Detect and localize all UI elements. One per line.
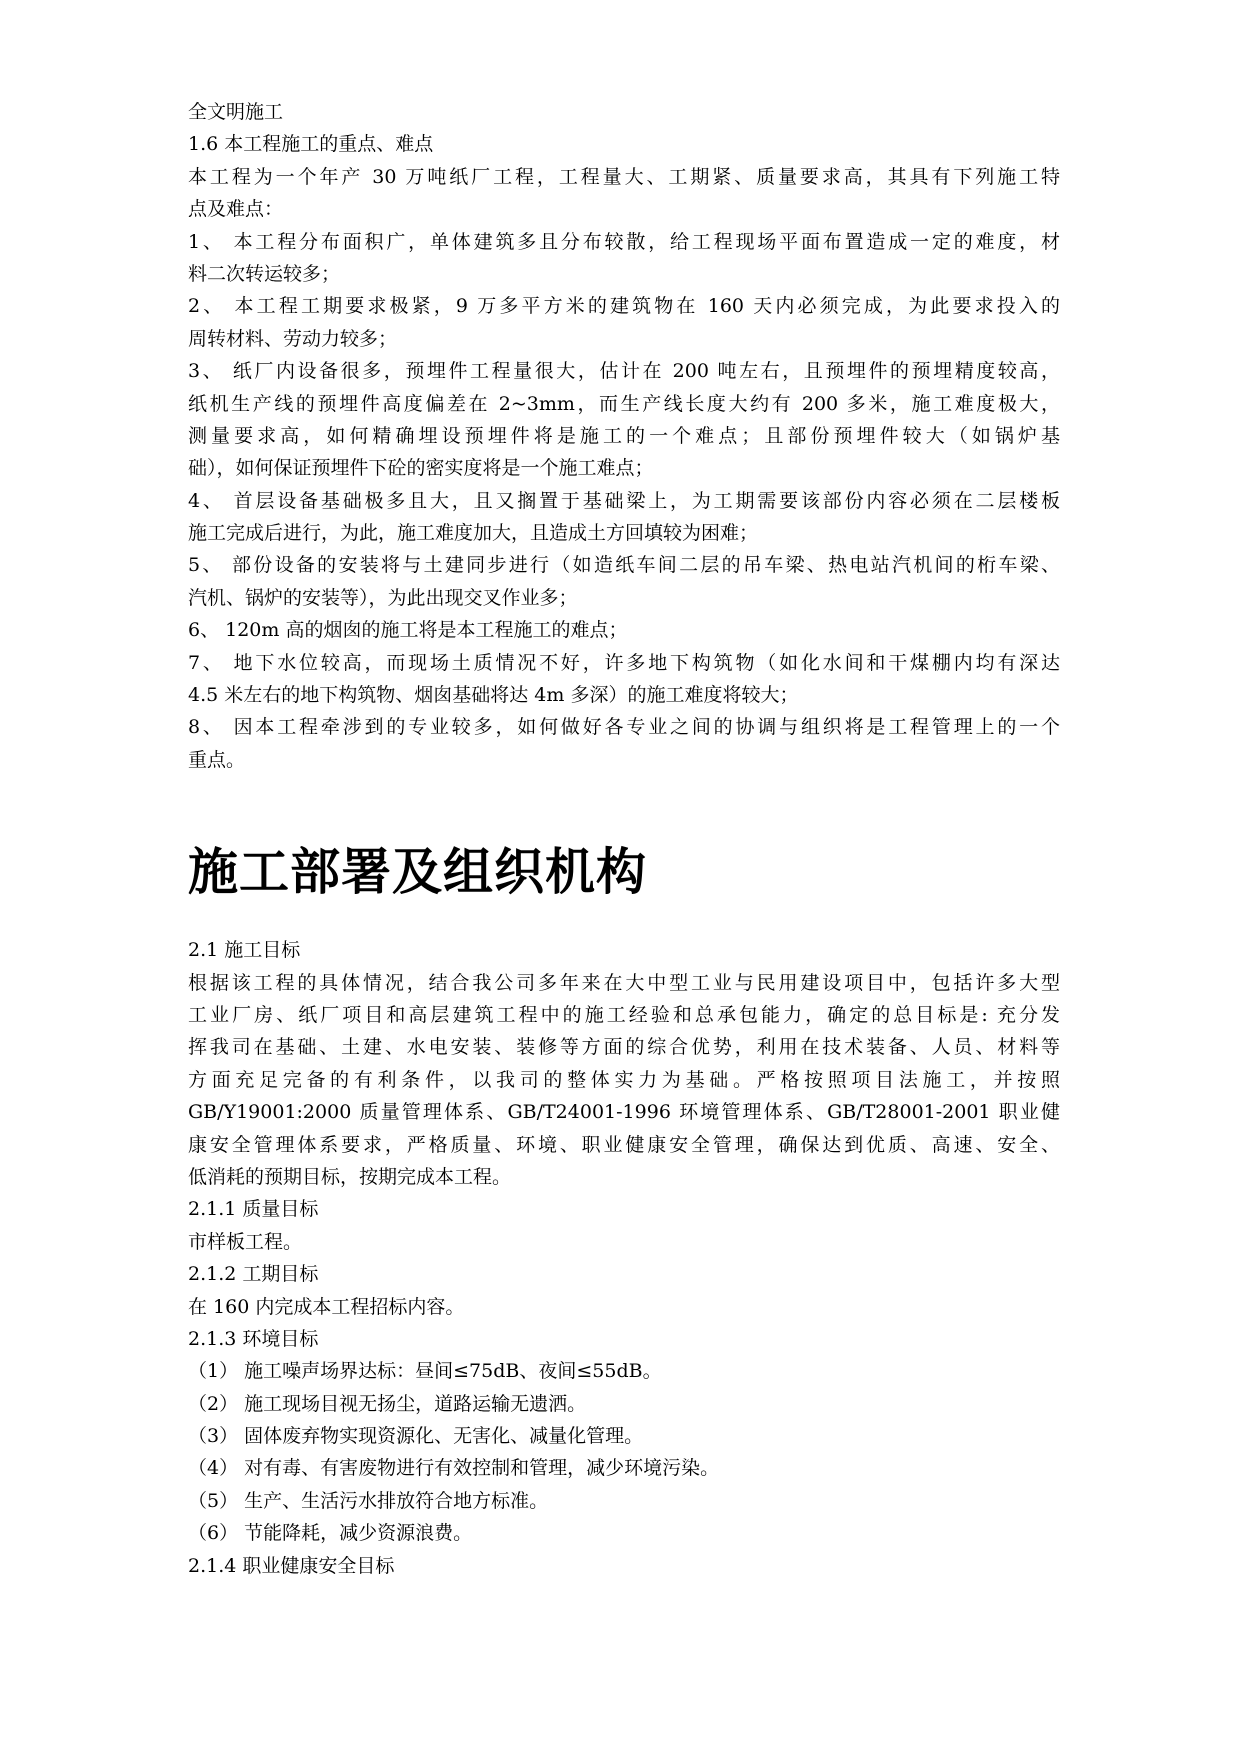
text-line: 施工完成后进行，为此，施工难度加大，且造成土方回填较为困难； — [188, 522, 759, 545]
text-line: 2.1.3 环境目标 — [188, 1327, 319, 1350]
text-line: 8、 因本工程牵涉到的专业较多，如何做好各专业之间的协调与组织将是工程管理上的一个 — [188, 716, 1060, 739]
text-line: 汽机、锅炉的安装等），为此出现交叉作业多； — [188, 586, 578, 609]
text-line: 4.5 米左右的地下构筑物、烟囱基础将达 4m 多深）的施工难度将较大； — [188, 684, 799, 707]
text-line: 低消耗的预期目标，按期完成本工程。 — [188, 1165, 512, 1188]
text-line: 重点。 — [188, 748, 246, 771]
text-line: 料二次转运较多； — [188, 262, 341, 285]
text-line: 根据该工程的具体情况，结合我公司多年来在大中型工业与民用建设项目中，包括许多大型 — [188, 971, 1060, 994]
text-line: 本工程为一个年产 30 万吨纸厂工程，工程量大、工期紧、质量要求高，其具有下列施工特 — [188, 165, 1060, 188]
text-line: 础），如何保证预埋件下砼的密实度将是一个施工难点； — [188, 457, 654, 480]
text-line: 4、 首层设备基础极多且大，且又搁置于基础梁上，为工期需要该部份内容必须在二层楼板 — [188, 489, 1060, 512]
text-line: 2.1.2 工期目标 — [188, 1263, 319, 1286]
text-line: 纸机生产线的预埋件高度偏差在 2~3mm，而生产线长度大约有 200 多米，施工难度极大， — [188, 392, 1060, 415]
document-body — [188, 96, 1060, 1582]
text-line: 2、 本工程工期要求极紧，9 万多平方米的建筑物在 160 天内必须完成，为此要求投入的 — [188, 295, 1060, 318]
text-line: GB/Y19001:2000 质量管理体系、GB/T24001-1996 环境管理体系、GB/T28001-2001 职业健 — [188, 1101, 1060, 1124]
text-line: 5、 部份设备的安装将与土建同步进行（如造纸车间二层的吊车梁、热电站汽机间的桁车梁、 — [188, 554, 1060, 577]
text-line: 3、 纸厂内设备很多，预埋件工程量很大，估计在 200 吨左右，且预埋件的预埋精度较高， — [188, 360, 1060, 383]
text-line: 全文明施工 — [188, 101, 284, 123]
text-line: （4） 对有毒、有害废物进行有效控制和管理，减少环境污染。 — [188, 1457, 720, 1480]
section-construction-goals — [188, 934, 1060, 1582]
text-line: （5） 生产、生活污水排放符合地方标准。 — [188, 1489, 549, 1512]
text-line: 7、 地下水位较高，而现场土质情况不好，许多地下构筑物（如化水间和干煤棚内均有深达 — [188, 651, 1060, 674]
text-line: 测量要求高，如何精确埋设预埋件将是施工的一个难点；且部份预埋件较大（如锅炉基 — [188, 424, 1060, 447]
section-key-difficulties — [188, 96, 1060, 776]
text-line: 在 160 内完成本工程招标内容。 — [188, 1295, 465, 1318]
chapter-heading: 施工部署及组织机构 — [188, 843, 647, 902]
text-line: （1） 施工噪声场界达标：昼间≤75dB、夜间≤55dB。 — [188, 1360, 662, 1383]
text-line: 6、 120m 高的烟囱的施工将是本工程施工的难点； — [188, 619, 628, 642]
text-line: 1.6 本工程施工的重点、难点 — [188, 133, 434, 156]
text-line: 点及难点： — [188, 198, 284, 221]
text-line: （2） 施工现场目视无扬尘，道路运输无遗洒。 — [188, 1392, 587, 1415]
text-line: 2.1 施工目标 — [188, 939, 301, 962]
text-line: （6） 节能降耗，减少资源浪费。 — [188, 1522, 473, 1545]
text-line: 2.1.4 职业健康安全目标 — [188, 1554, 395, 1577]
text-line: 周转材料、劳动力较多； — [188, 327, 398, 350]
text-line: （3） 固体废弃物实现资源化、无害化、减量化管理。 — [188, 1425, 644, 1448]
text-line: 康安全管理体系要求，严格质量、环境、职业健康安全管理，确保达到优质、高速、安全、 — [188, 1133, 1060, 1156]
text-line: 方面充足完备的有利条件，以我司的整体实力为基础。严格按照项目法施工，并按照 — [188, 1068, 1060, 1091]
text-line: 市样板工程。 — [188, 1230, 303, 1253]
text-line: 工业厂房、纸厂项目和高层建筑工程中的施工经验和总承包能力，确定的总目标是: 充分发 — [188, 1003, 1060, 1026]
text-line: 1、 本工程分布面积广，单体建筑多且分布较散，给工程现场平面布置造成一定的难度，材 — [188, 230, 1060, 253]
text-line: 挥我司在基础、土建、水电安装、装修等方面的综合优势，利用在技术装备、人员、材料等 — [188, 1036, 1060, 1059]
text-line: 2.1.1 质量目标 — [188, 1198, 319, 1221]
